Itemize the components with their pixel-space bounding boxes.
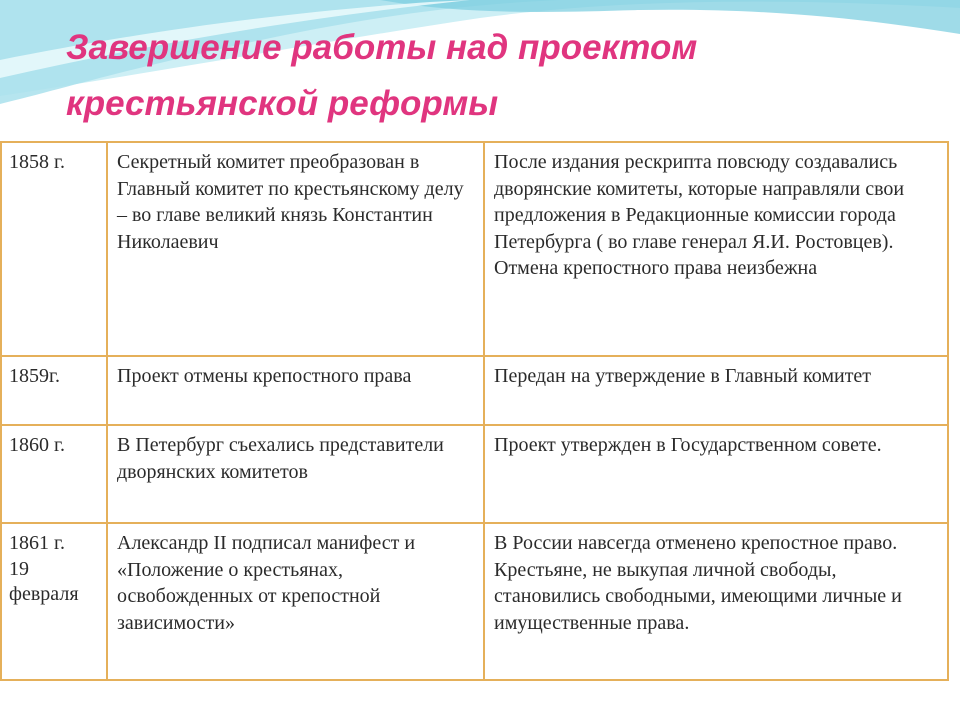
result-cell: Проект утвержден в Государственном совете. xyxy=(484,425,948,523)
event-cell: Александр II подписал манифест и «Положение о крестьянах, освобожденных от крепостной зависимости» xyxy=(107,523,484,680)
reform-table-container xyxy=(0,141,947,681)
result-cell: В России навсегда отменено крепостное право. Крестьяне, не выкупая личной свободы, становились свободными, имеющими личные и имущественные права. xyxy=(484,523,948,680)
date-cell xyxy=(1,356,107,425)
result-cell: После издания рескрипта повсюду создавались дворянские комитеты, которые направляли свои предложения в Редакционные комиссии города Петербурга ( во главе генерал Я.И. Ростовцев). Отмена крепостного права неизбежна xyxy=(484,142,948,356)
table-row xyxy=(1,142,948,356)
date-cell xyxy=(1,142,107,356)
table-row xyxy=(1,356,948,425)
title-line-2: крестьянской реформы xyxy=(66,84,499,123)
date-text: 1860 г. xyxy=(9,434,65,456)
event-cell: Секретный комитет преобразован в Главный комитет по крестьянскому делу – во главе великий князь Константин Николаевич xyxy=(107,142,484,356)
date-text: 1861 г. xyxy=(9,532,65,554)
reform-timeline-table xyxy=(0,141,949,681)
result-cell: Передан на утверждение в Главный комитет xyxy=(484,356,948,425)
slide-title xyxy=(66,20,886,132)
date-cell xyxy=(1,523,107,680)
event-cell: В Петербург съехались представители дворянских комитетов xyxy=(107,425,484,523)
date-cell xyxy=(1,425,107,523)
title-line-1: Завершение работы над проектом xyxy=(66,28,698,67)
date-text: 1858 г. xyxy=(9,151,65,173)
event-cell: Проект отмены крепостного права xyxy=(107,356,484,425)
date-month: февраля xyxy=(9,582,79,605)
table-row xyxy=(1,425,948,523)
table-row xyxy=(1,523,948,680)
date-text: 1859г. xyxy=(9,365,60,387)
date-day: 19 xyxy=(9,557,29,580)
